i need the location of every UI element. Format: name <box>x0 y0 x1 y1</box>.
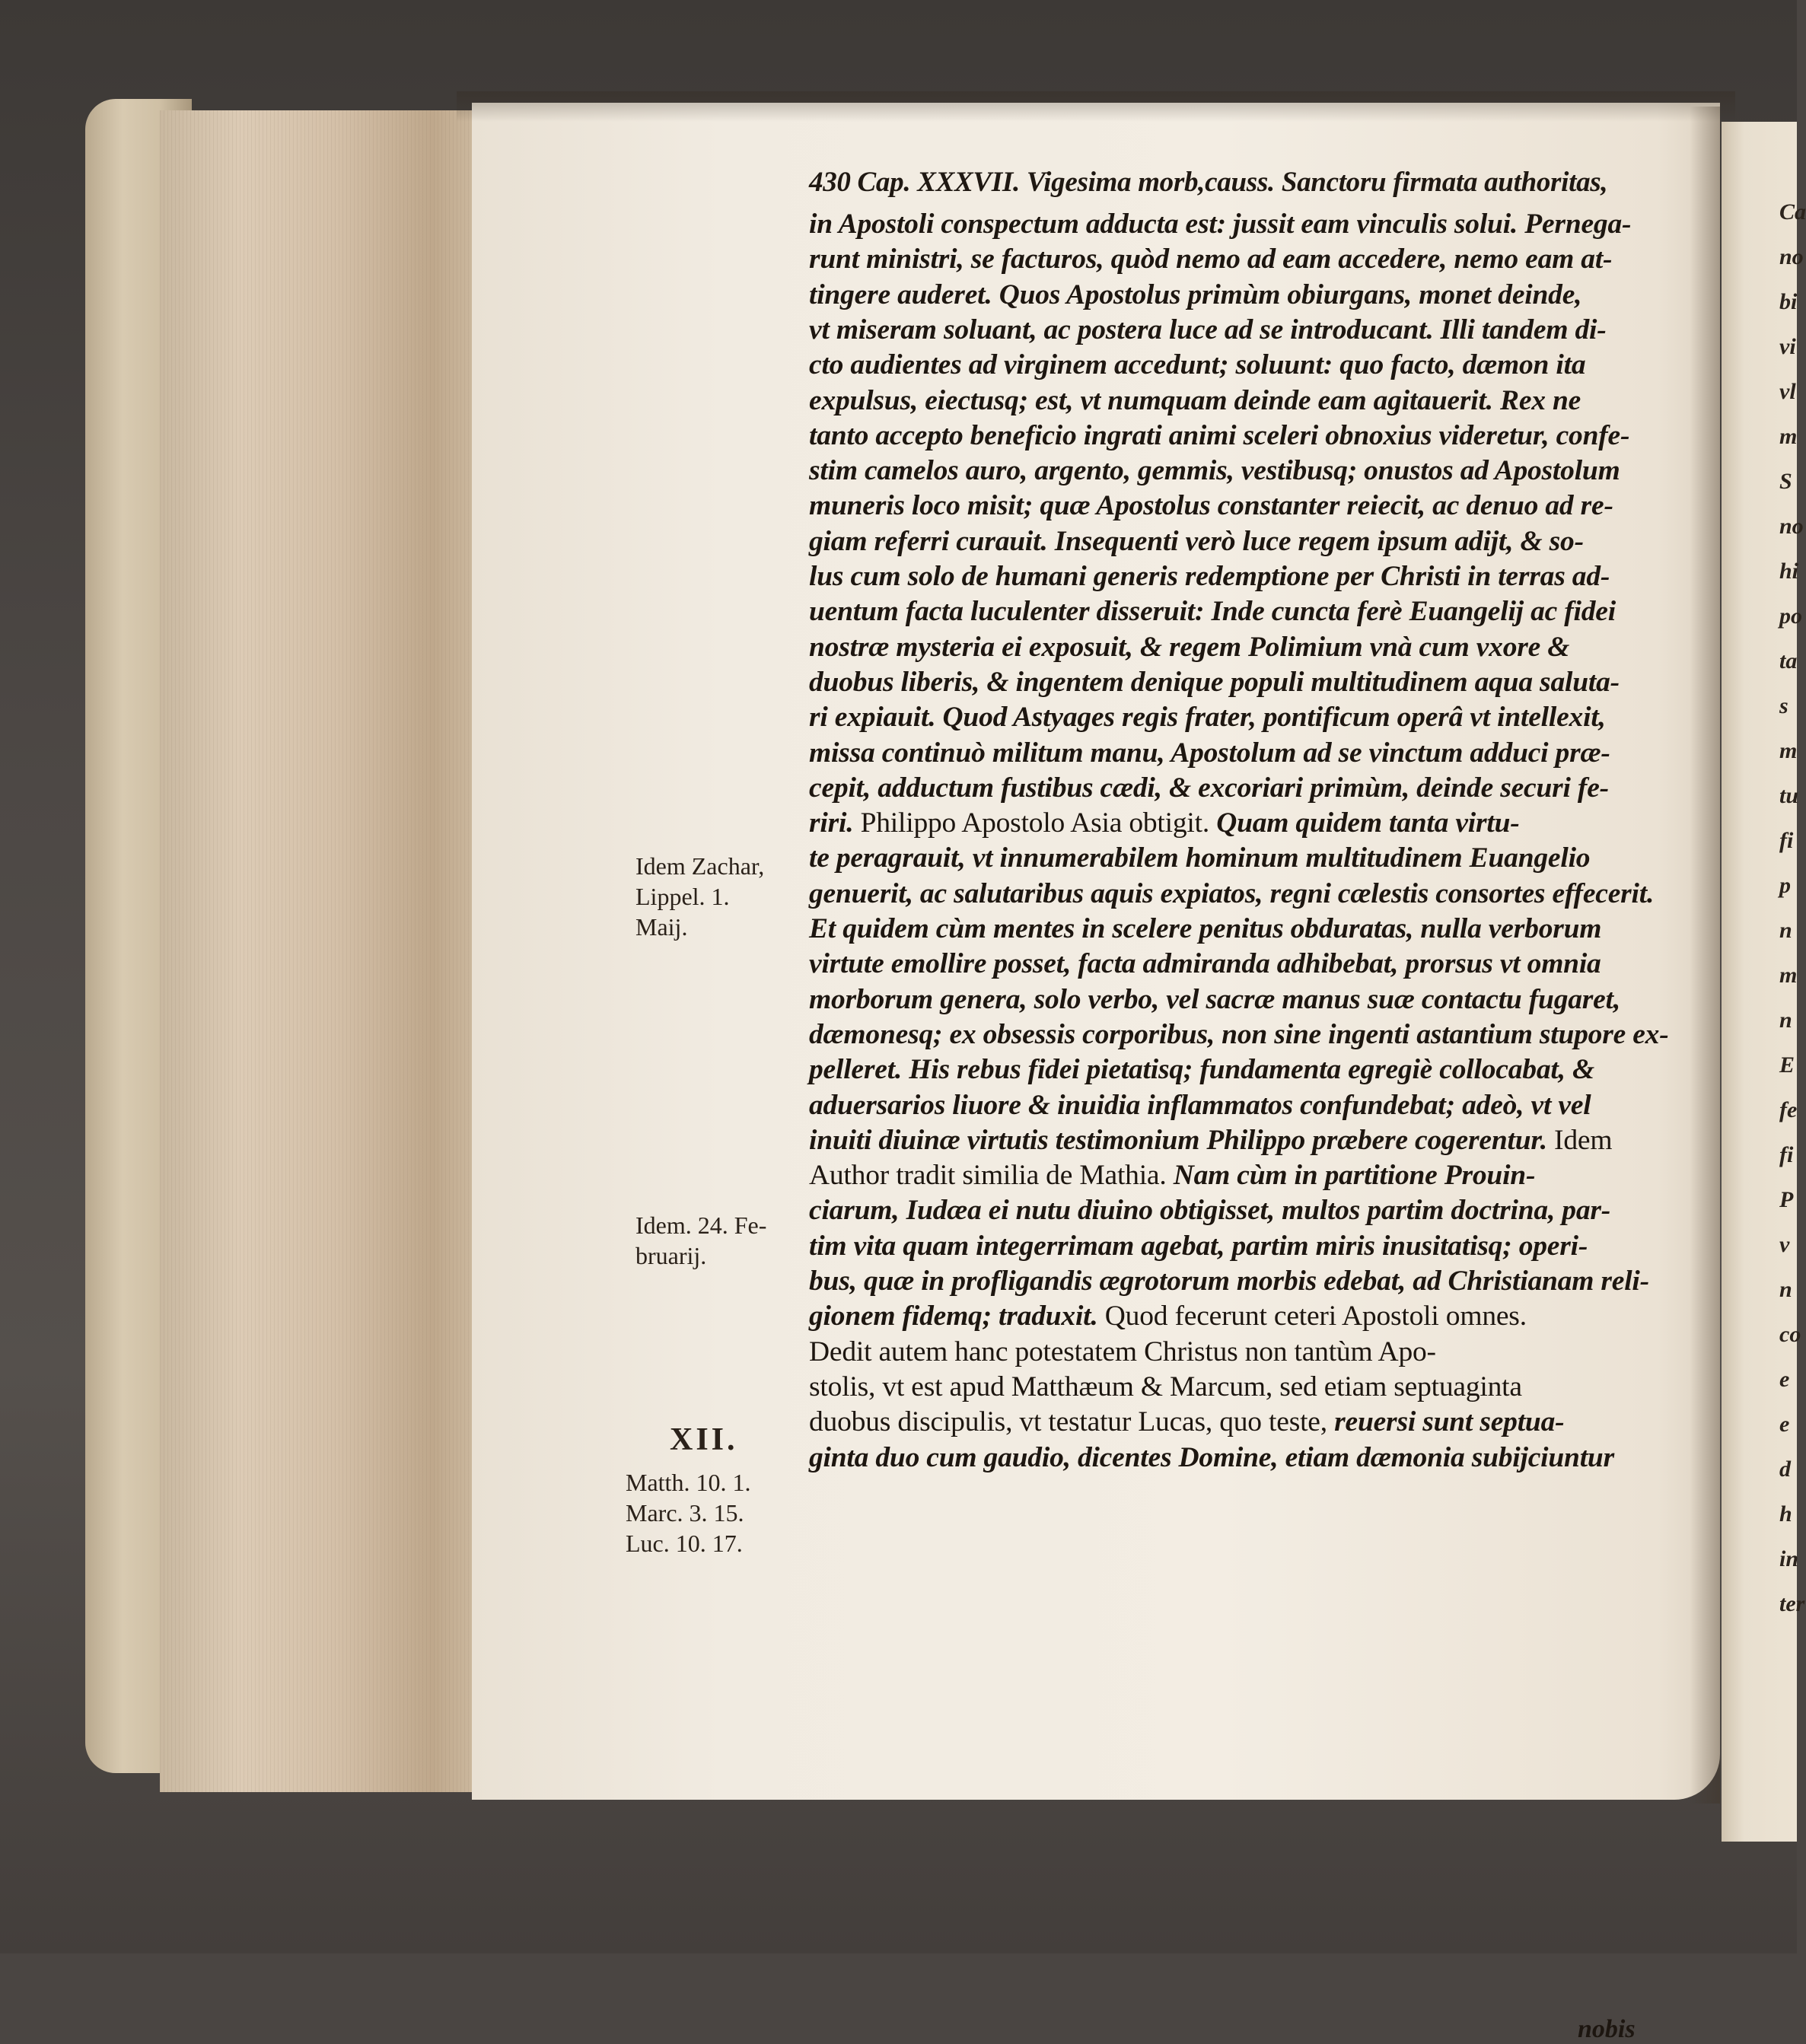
italic-text: Quam quidem tanta virtu- <box>1209 807 1520 839</box>
margin-note-line: Matth. 10. 1. <box>626 1469 751 1496</box>
text-line <box>809 771 1654 806</box>
italic-text: gionem fidemq; traduxit. <box>809 1301 1105 1332</box>
right-page-fragment: P <box>1779 1187 1794 1212</box>
right-page-fragment: e <box>1779 1412 1790 1437</box>
right-page-fragment: n <box>1779 1277 1792 1302</box>
italic-text: runt ministri, se facturos, quòd nemo ad eam accedere, nemo eam at- <box>809 244 1613 275</box>
right-page-fragment: ta <box>1779 648 1798 673</box>
roman-text: Quod fecerunt ceteri Apostoli omnes. <box>1104 1301 1527 1332</box>
right-page-fragment: d <box>1779 1457 1791 1482</box>
margin-note-line: Luc. 10. 17. <box>626 1530 743 1557</box>
text-line <box>809 630 1654 665</box>
margin-note-line: Maij. <box>635 913 688 941</box>
italic-text: tanto accepto beneficio ingrati animi sceleri obnoxius videretur, confe- <box>809 419 1630 451</box>
text-line <box>809 982 1654 1017</box>
italic-text: pelleret. His rebus fidei pietatisq; fundamenta egregiè collocabat, & <box>809 1054 1594 1086</box>
roman-text: Author tradit similia de Mathia. <box>809 1160 1167 1192</box>
right-page-fragment: m <box>1779 738 1798 763</box>
roman-text: Idem <box>1554 1124 1613 1156</box>
italic-text: genuerit, ac salutaribus aquis expiatos, regni cælestis consortes effecerit. <box>809 877 1655 909</box>
italic-text: riri. <box>809 807 861 839</box>
margin-note-line: Idem. 24. Fe- <box>635 1211 767 1239</box>
right-page-fragment: n <box>1779 1008 1792 1033</box>
right-page-fragment: no <box>1779 514 1804 539</box>
italic-text: ciarum, Iudæa ei nutu diuino obtigisset, multos partim doctrina, par- <box>809 1195 1611 1227</box>
italic-text: virtute emollire posset, facta admiranda adhibebat, prorsus vt omnia <box>809 948 1601 980</box>
text-line <box>809 1405 1654 1440</box>
text-line <box>809 524 1654 559</box>
italic-text: inuiti diuinæ virtutis testimonium Philippo præbere cogerentur. <box>809 1124 1555 1156</box>
text-line <box>809 806 1654 841</box>
italic-text: reuersi sunt septua- <box>1327 1406 1565 1438</box>
right-page-fragment: fi <box>1779 1142 1794 1167</box>
italic-text: stim camelos auro, argento, gemmis, vestibusq; onustos ad Apostolum <box>809 455 1620 487</box>
italic-text: te peragrauit, vt innumerabilem hominum multitudinem Euangelio <box>809 842 1591 874</box>
margin-note-line: XII. <box>670 1422 738 1457</box>
text-line <box>809 454 1654 489</box>
italic-text: dæmonesq; ex obsessis corporibus, non sine ingenti astantium stupore ex- <box>809 1018 1669 1050</box>
italic-text: giam referri curauit. Insequenti verò luce regem ipsum adijt, & so- <box>809 525 1584 557</box>
right-page-fragment: m <box>1779 424 1798 449</box>
roman-text: Philippo Apostolo Asia obtigit. <box>860 807 1210 839</box>
italic-text: aduersarios liuore & inuidia inflammatos confundebat; adeò, vt vel <box>809 1089 1591 1121</box>
text-line <box>809 947 1654 982</box>
text-line <box>809 278 1654 313</box>
catchword: nobis <box>1578 2015 1636 2043</box>
italic-text: duobus liberis, & ingentem denique populi multitudinem aqua saluta- <box>809 666 1620 698</box>
right-page-fragment: vi <box>1779 334 1796 359</box>
italic-text: bus, quæ in profligandis ægrotorum morbis edebat, ad Christianam reli- <box>809 1266 1649 1297</box>
text-line <box>809 1158 1654 1193</box>
margin-note <box>635 1210 766 1271</box>
text-line <box>809 384 1654 419</box>
text-line <box>809 559 1654 594</box>
right-page-fragment: ter <box>1779 1591 1805 1616</box>
italic-text: uentum facta luculenter disseruit: Inde cuncta ferè Euangelij ac fidei <box>809 596 1616 628</box>
right-page-fragment: E <box>1779 1052 1795 1078</box>
right-page-fragment: e <box>1779 1367 1790 1392</box>
italic-text: cto audientes ad virginem accedunt; soluunt: quo facto, dæmon ita <box>809 349 1586 381</box>
right-page-fragment: po <box>1779 603 1802 629</box>
italic-text: ri expiauit. Quod Astyages regis frater, pontificum operâ vt intellexit, <box>809 702 1606 734</box>
text-line <box>809 489 1654 524</box>
italic-text: nostræ mysteria ei exposuit, & regem Polimium vnà cum vxore & <box>809 631 1570 663</box>
text-line <box>809 1088 1654 1123</box>
text-line <box>809 841 1654 876</box>
italic-text: vt miseram soluant, ac postera luce ad se introducant. Illi tandem di- <box>809 314 1607 345</box>
right-page-fragment: hi <box>1779 559 1799 584</box>
right-page-fragment: Ca <box>1779 199 1806 224</box>
right-page-fragment: vl <box>1779 379 1796 404</box>
italic-text: lus cum solo de humani generis redemptione per Christi in terras ad- <box>809 561 1610 592</box>
text-line <box>809 419 1654 454</box>
italic-text: Et quidem cùm mentes in scelere penitus obduratas, nulla verborum <box>809 913 1602 944</box>
text-line <box>809 1264 1654 1299</box>
text-line <box>809 736 1654 771</box>
italic-text: muneris loco misit; quæ Apostolus constanter reiecit, ac denuo ad re- <box>809 490 1613 522</box>
italic-text: in Apostoli conspectum adducta est: jussit eam vinculis solui. Pernega- <box>809 209 1632 240</box>
text-line <box>809 665 1654 700</box>
roman-text: duobus discipulis, vt testatur Lucas, quo teste, <box>809 1406 1327 1438</box>
text-line <box>809 1335 1654 1370</box>
italic-text: tingere auderet. Quos Apostolus primùm obiurgans, monet deinde, <box>809 279 1582 310</box>
right-page-fragment: S <box>1779 469 1792 494</box>
italic-text: ginta duo cum gaudio, dicentes Domine, etiam dæmonia subijciuntur <box>809 1441 1614 1473</box>
right-page-fragment: n <box>1779 918 1792 943</box>
right-page-fragment: bi <box>1779 289 1798 314</box>
italic-text: missa continuò militum manu, Apostolum ad se vinctum adduci præ- <box>809 737 1610 769</box>
margin-note <box>635 851 764 942</box>
text-line <box>809 1229 1654 1264</box>
page-edges <box>160 110 479 1792</box>
margin-note-line: Idem Zachar, <box>635 852 765 880</box>
text-line <box>809 594 1654 629</box>
roman-text: Dedit autem hanc potestatem Christus non tantùm Apo- <box>809 1336 1436 1367</box>
roman-text: stolis, vt est apud Matthæum & Marcum, sed etiam septuaginta <box>809 1371 1522 1402</box>
text-line <box>809 1441 1654 1476</box>
right-page-fragment: v <box>1779 1232 1790 1257</box>
text-line <box>809 1123 1654 1158</box>
right-page-fragment: in <box>1779 1546 1799 1571</box>
text-line <box>809 207 1654 242</box>
right-page-fragment: m <box>1779 963 1798 988</box>
text-line <box>809 1017 1669 1052</box>
right-page-fragment: tu <box>1779 783 1799 808</box>
italic-text: morborum genera, solo verbo, vel sacræ manus suæ contactu fugaret, <box>809 983 1621 1015</box>
right-page-fragment: fe <box>1779 1097 1798 1122</box>
margin-note <box>670 1422 738 1457</box>
gutter-shadow <box>1690 107 1720 1804</box>
margin-note-line: Lippel. 1. <box>635 883 730 910</box>
page-shadow <box>457 91 1735 122</box>
text-line <box>809 877 1654 912</box>
right-page-fragment: co <box>1779 1322 1801 1347</box>
italic-text: cepit, adductum fustibus cædi, & excoriari primùm, deinde securi fe- <box>809 772 1609 804</box>
text-line <box>809 1370 1654 1405</box>
text-line <box>809 912 1654 947</box>
margin-note <box>626 1467 750 1558</box>
right-page-fragment: h <box>1779 1501 1792 1527</box>
text-line <box>809 1052 1654 1087</box>
text-line <box>809 313 1654 348</box>
italic-text: expulsus, eiectusq; est, vt numquam deinde eam agitauerit. Rex ne <box>809 384 1581 416</box>
text-line <box>809 700 1654 735</box>
italic-text: Nam cùm in partitione Prouin- <box>1166 1160 1536 1192</box>
text-line <box>809 348 1654 383</box>
right-page-fragment: fi <box>1779 828 1794 853</box>
right-page-fragment: s <box>1779 693 1788 718</box>
running-header: 430 Cap. XXXVII. Vigesima morb,causs. Sanctoru firmata authoritas, <box>809 167 1608 198</box>
text-line <box>809 242 1654 277</box>
margin-note-line: Marc. 3. 15. <box>626 1499 744 1527</box>
margin-note-line: bruarij. <box>635 1242 707 1269</box>
text-line <box>809 1299 1654 1334</box>
italic-text: tim vita quam integerrimam agebat, partim miris inusitatisq; operi- <box>809 1230 1588 1262</box>
right-page-fragment: p <box>1779 873 1791 898</box>
text-line <box>809 1193 1654 1228</box>
right-page-fragment: no <box>1779 244 1804 269</box>
